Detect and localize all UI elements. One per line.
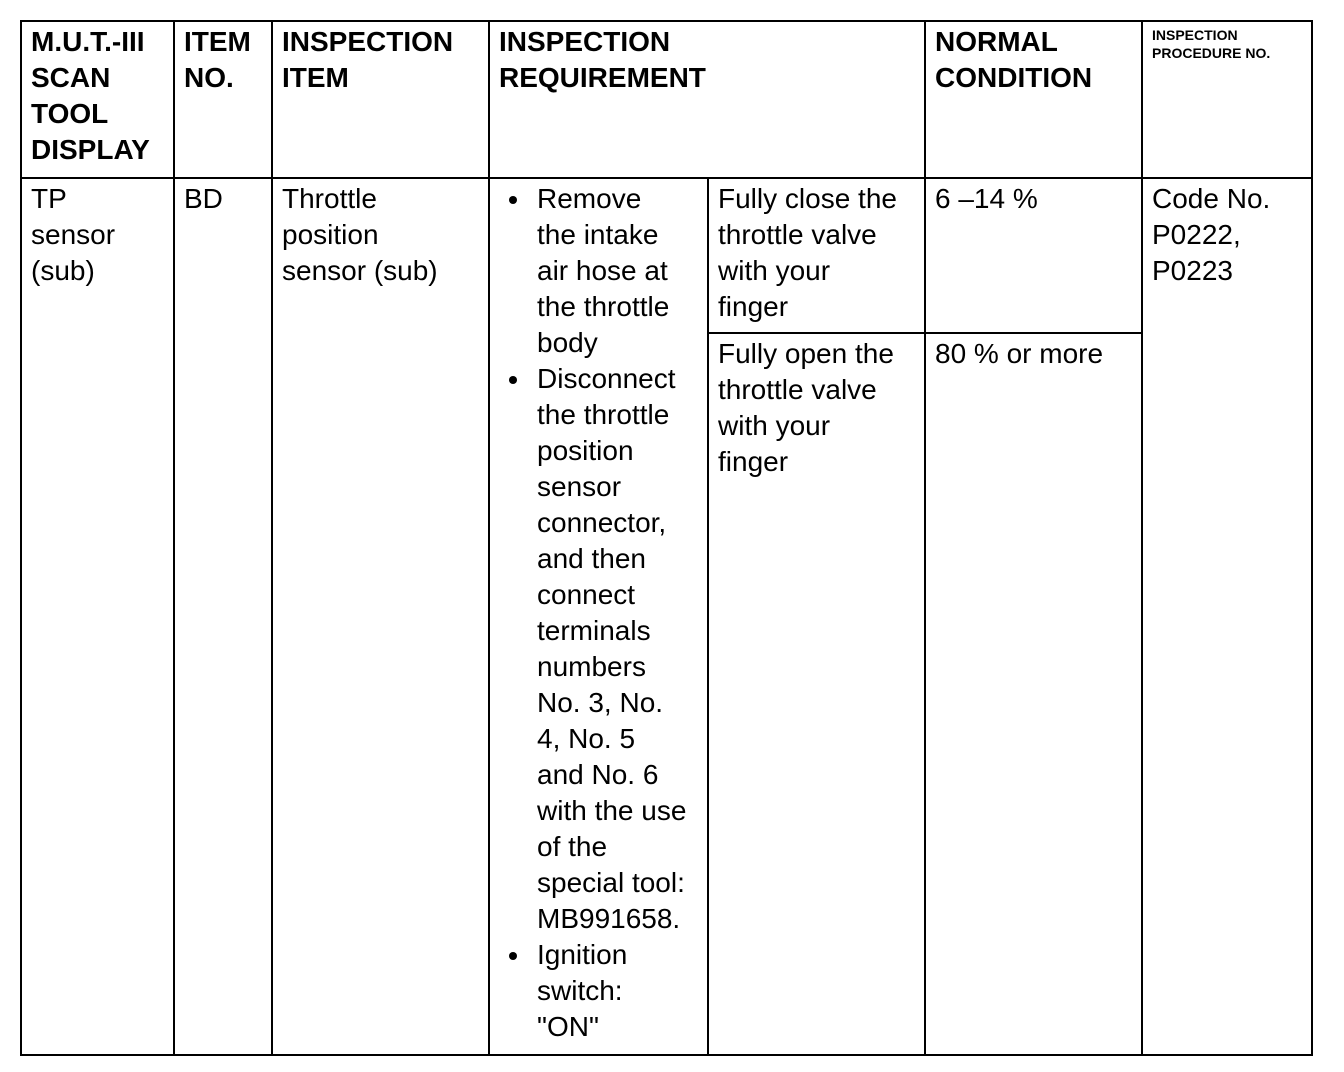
header-normal-condition	[924, 20, 1143, 179]
header-item-no	[173, 20, 273, 179]
header-text: NORMAL	[935, 26, 1058, 57]
cell-text: 4, No. 5	[537, 723, 636, 754]
cell-text: the throttle	[537, 399, 670, 430]
cell-condition-open-action	[707, 332, 926, 1056]
cell-text: Fully open the	[718, 338, 894, 369]
cell-text: connector,	[537, 507, 667, 538]
cell-text: TP	[31, 183, 67, 214]
cell-display	[20, 177, 175, 1056]
cell-text: position	[537, 435, 634, 466]
cell-text: and No. 6	[537, 759, 659, 790]
cell-condition-open-normal	[924, 332, 1143, 1056]
header-text: CONDITION	[935, 62, 1093, 93]
header-text: PROCEDURE NO.	[1152, 45, 1271, 61]
header-text: NO.	[184, 62, 234, 93]
cell-text: the throttle	[537, 291, 670, 322]
header-text: ITEM	[184, 26, 251, 57]
cell-text: Ignition	[537, 939, 628, 970]
cell-text: P0223	[1152, 255, 1233, 286]
cell-requirements	[488, 177, 709, 1056]
cell-text: position	[282, 219, 379, 250]
header-text: INSPECTION	[499, 26, 671, 57]
cell-inspection-item	[271, 177, 490, 1056]
cell-condition-close-normal	[924, 177, 1143, 334]
cell-item-no	[173, 177, 273, 1056]
header-display	[20, 20, 175, 179]
cell-text: Throttle	[282, 183, 377, 214]
cell-text: MB991658.	[537, 903, 681, 934]
header-inspection-requirement	[488, 20, 926, 179]
cell-text: of the	[537, 831, 608, 862]
cell-text: switch:	[537, 975, 623, 1006]
header-text: INSPECTION	[282, 26, 454, 57]
cell-text: Disconnect	[537, 363, 676, 394]
cell-text: throttle valve	[718, 374, 877, 405]
header-text: M.U.T.-III	[31, 26, 145, 57]
cell-text: finger	[718, 291, 789, 322]
cell-text: and then	[537, 543, 646, 574]
requirement-item	[499, 361, 699, 937]
cell-text: with your	[718, 255, 831, 286]
cell-text: BD	[184, 183, 223, 214]
cell-procedure-no	[1141, 177, 1313, 1056]
cell-text: finger	[718, 446, 789, 477]
header-inspection-item	[271, 20, 490, 179]
cell-text: with the use	[537, 795, 687, 826]
cell-text: sensor (sub)	[282, 255, 438, 286]
cell-text: No. 3, No.	[537, 687, 664, 718]
cell-text: throttle valve	[718, 219, 877, 250]
header-text: ITEM	[282, 62, 349, 93]
cell-text: sensor	[537, 471, 622, 502]
cell-text: (sub)	[31, 255, 95, 286]
cell-text: 6 –14 %	[935, 183, 1038, 214]
requirement-list	[499, 181, 699, 1045]
cell-text: body	[537, 327, 598, 358]
requirement-item	[499, 937, 699, 1045]
cell-condition-close-action	[707, 177, 926, 334]
cell-text: "ON"	[537, 1011, 599, 1042]
cell-text: Remove	[537, 183, 642, 214]
cell-text: sensor	[31, 219, 116, 250]
cell-text: 80 % or more	[935, 338, 1104, 369]
cell-text: special tool:	[537, 867, 685, 898]
cell-text: terminals	[537, 615, 651, 646]
header-text: REQUIREMENT	[499, 62, 706, 93]
header-text: TOOL	[31, 98, 109, 129]
header-procedure-no	[1141, 20, 1313, 179]
cell-text: Fully close the	[718, 183, 897, 214]
cell-text: numbers	[537, 651, 646, 682]
cell-text: with your	[718, 410, 831, 441]
requirement-item	[499, 181, 699, 361]
cell-text: connect	[537, 579, 636, 610]
header-text: SCAN	[31, 62, 111, 93]
header-text: DISPLAY	[31, 134, 150, 165]
cell-text: the intake	[537, 219, 659, 250]
cell-text: P0222,	[1152, 219, 1241, 250]
cell-text: air hose at	[537, 255, 668, 286]
cell-text: Code No.	[1152, 183, 1271, 214]
header-text: INSPECTION	[1152, 27, 1238, 43]
